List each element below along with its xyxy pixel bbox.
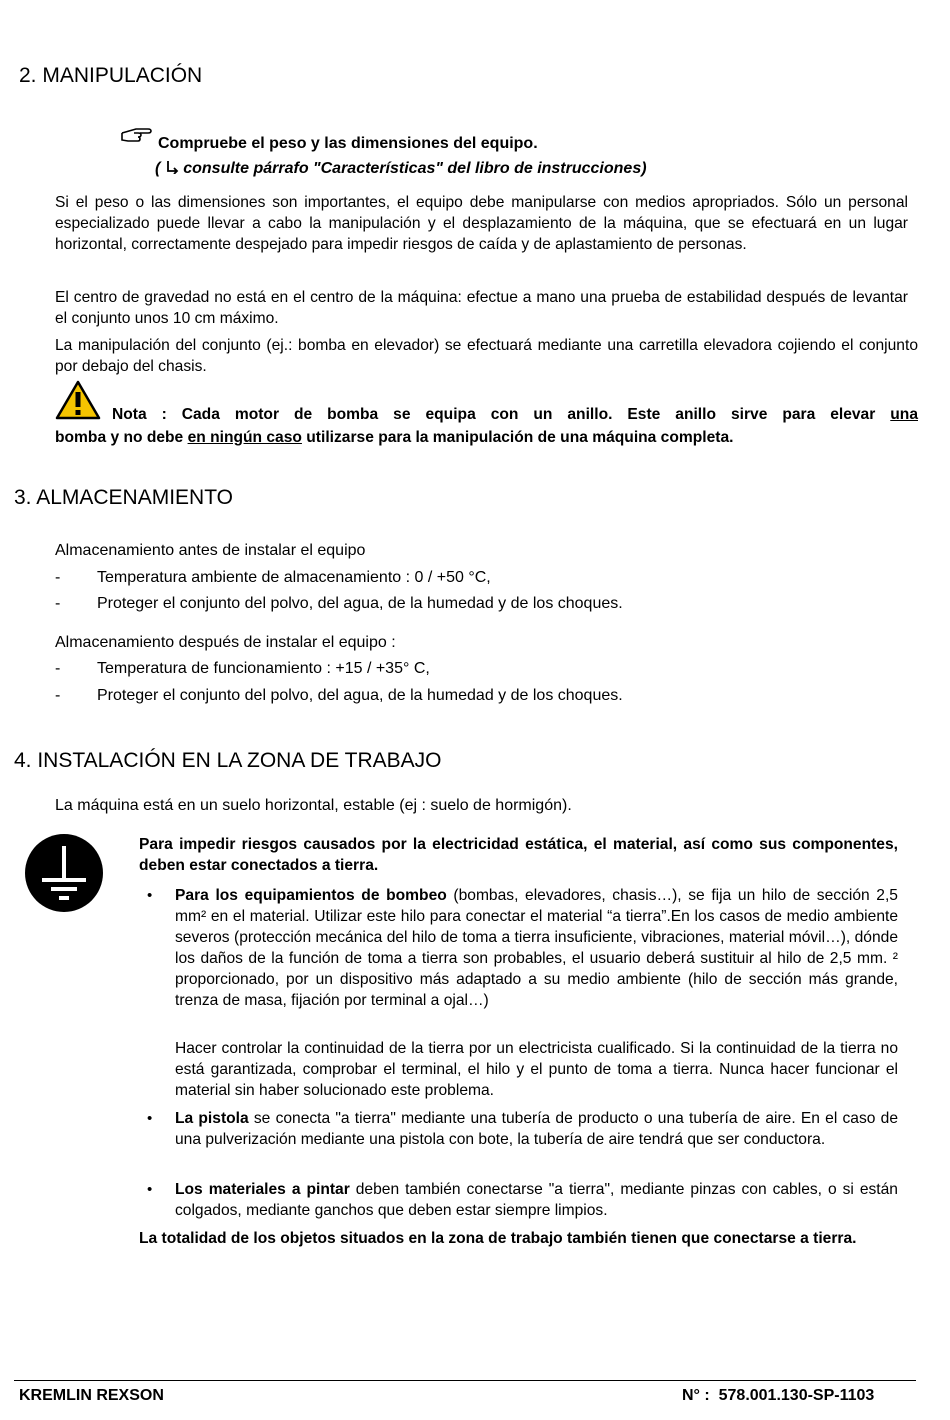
bullet-pumping bbox=[175, 885, 898, 1011]
dash-marker: - bbox=[55, 569, 61, 586]
static-warning: Para impedir riesgos causados por la electricidad estática, el material, así como sus componentes, deben estar conectados a tierra. bbox=[139, 836, 898, 874]
bullet-gun-text: se conecta "a tierra" mediante una tubería de producto o una tubería de aire. En el caso de una pulverización mediante una pistola con bote, la tubería de aire tendrá que ser conductora. bbox=[175, 1110, 898, 1148]
section-title-instalacion: 4. INSTALACIÓN EN LA ZONA DE TRABAJO bbox=[14, 749, 442, 772]
check-weight-line: Compruebe el peso y las dimensiones del equipo. bbox=[158, 135, 538, 152]
note-line-1 bbox=[112, 403, 918, 426]
note-underline-una: una bbox=[890, 406, 918, 423]
section-title-manipulacion: 2. MANIPULACIÓN bbox=[19, 64, 203, 87]
list-item-text: Temperatura ambiente de almacenamiento : 0 / +50 °C, bbox=[97, 569, 491, 586]
footer-doc-number: N° : 578.001.130-SP-1103 bbox=[682, 1387, 875, 1404]
bullet-gun bbox=[175, 1108, 898, 1150]
bullet-marker: • bbox=[147, 887, 153, 904]
dash-marker: - bbox=[55, 660, 61, 677]
dash-marker: - bbox=[55, 595, 61, 612]
storage-before-title: Almacenamiento antes de instalar el equipo bbox=[55, 542, 366, 559]
bullet-gun-label: La pistola bbox=[175, 1110, 249, 1127]
paragraph-weight: Si el peso o las dimensiones son importantes, el equipo debe manipularse con medios apropriados. Sólo un personal especializado puede llevar a cabo la manipulación y el desplazamiento de la máquina, que se efectuará en un lugar horizontal, correctamente despejado para impedir riesgos de caída y de aplastamiento de personas. bbox=[55, 194, 908, 253]
closing-statement: La totalidad de los objetos situados en la zona de trabajo también tienen que conectarse a tierra. bbox=[139, 1230, 857, 1247]
reference-open-paren: ( bbox=[155, 160, 161, 177]
footer-divider bbox=[14, 1380, 916, 1381]
note-text-3: utilizarse para la manipulación de una máquina completa. bbox=[301, 429, 734, 446]
list-item-text: Proteger el conjunto del polvo, del agua, de la humedad y de los choques. bbox=[97, 595, 623, 612]
note-line-2 bbox=[55, 426, 733, 449]
note-text-1: Nota : Cada motor de bomba se equipa con un anillo. Este anillo sirve para elevar bbox=[112, 406, 891, 423]
bullet-marker: • bbox=[147, 1110, 153, 1127]
dash-marker: - bbox=[55, 687, 61, 704]
paragraph-handling: La manipulación del conjunto (ej.: bomba en elevador) se efectuará mediante una carretilla elevadora cojiendo el conjunto por debajo del chasis. bbox=[55, 337, 918, 375]
reference-line bbox=[155, 160, 647, 178]
bullet-materials-text: deben también conectarse "a tierra", mediante pinzas con cables, o si están colgados, mediante ganchos que deben estar siempre limpios. bbox=[175, 1181, 898, 1219]
pointing-hand-icon bbox=[120, 124, 152, 144]
arrow-icon bbox=[165, 160, 179, 174]
bullet-pumping-label: Para los equipamientos de bombeo bbox=[175, 887, 447, 904]
bullet-pumping-extra: Hacer controlar la continuidad de la tierra por un electricista cualificado. Si la continuidad de la tierra no está garantizada, comprobar el terminal, el hilo y el punto de toma a tierra. Nunca hacer funcionar el material sin haber solucionado este problema. bbox=[175, 1040, 898, 1099]
bullet-materials-label: Los materiales a pintar bbox=[175, 1181, 350, 1198]
note-underline-ningun-caso: en ningún caso bbox=[187, 429, 302, 446]
section-title-almacenamiento: 3. ALMACENAMIENTO bbox=[14, 486, 234, 509]
paragraph-gravity: El centro de gravedad no está en el centro de la máquina: efectue a mano una prueba de estabilidad después de levantar el conjunto unos 10 cm máximo. bbox=[55, 289, 908, 327]
bullet-pumping-text: (bombas, elevadores, chasis…), se fija un hilo de sección 2,5 mm² en el material. Utilizar este hilo para conectar el material “a tierra”.En los casos de medio ambiente severos (protección mecánica del hilo de toma a tierra insuficiente, vibraciones, material móvil…), dónde los daños de la función de toma a tierra son probables, el usuario deberá sustituir al hilo de 2,5 mm. ² proporcionado, por un dispositivo más adaptado a su medio ambiente (hilo de sección más grande, trenza de masa, fijación por terminal a ojal…) bbox=[175, 887, 898, 1009]
note-text-2: bomba y no debe bbox=[55, 429, 188, 446]
list-item-text: Proteger el conjunto del polvo, del agua, de la humedad y de los choques. bbox=[97, 687, 623, 704]
earth-ground-icon bbox=[24, 832, 104, 914]
warning-icon bbox=[55, 380, 101, 420]
bullet-marker: • bbox=[147, 1181, 153, 1198]
install-intro: La máquina está en un suelo horizontal, estable (ej : suelo de hormigón). bbox=[55, 797, 572, 814]
bullet-materials bbox=[175, 1179, 898, 1221]
list-item-text: Temperatura de funcionamiento : +15 / +35° C, bbox=[97, 660, 430, 677]
reference-text: consulte párrafo "Características" del libro de instrucciones) bbox=[183, 160, 647, 177]
storage-after-title: Almacenamiento después de instalar el equipo : bbox=[55, 634, 396, 651]
footer-company: KREMLIN REXSON bbox=[19, 1387, 164, 1404]
